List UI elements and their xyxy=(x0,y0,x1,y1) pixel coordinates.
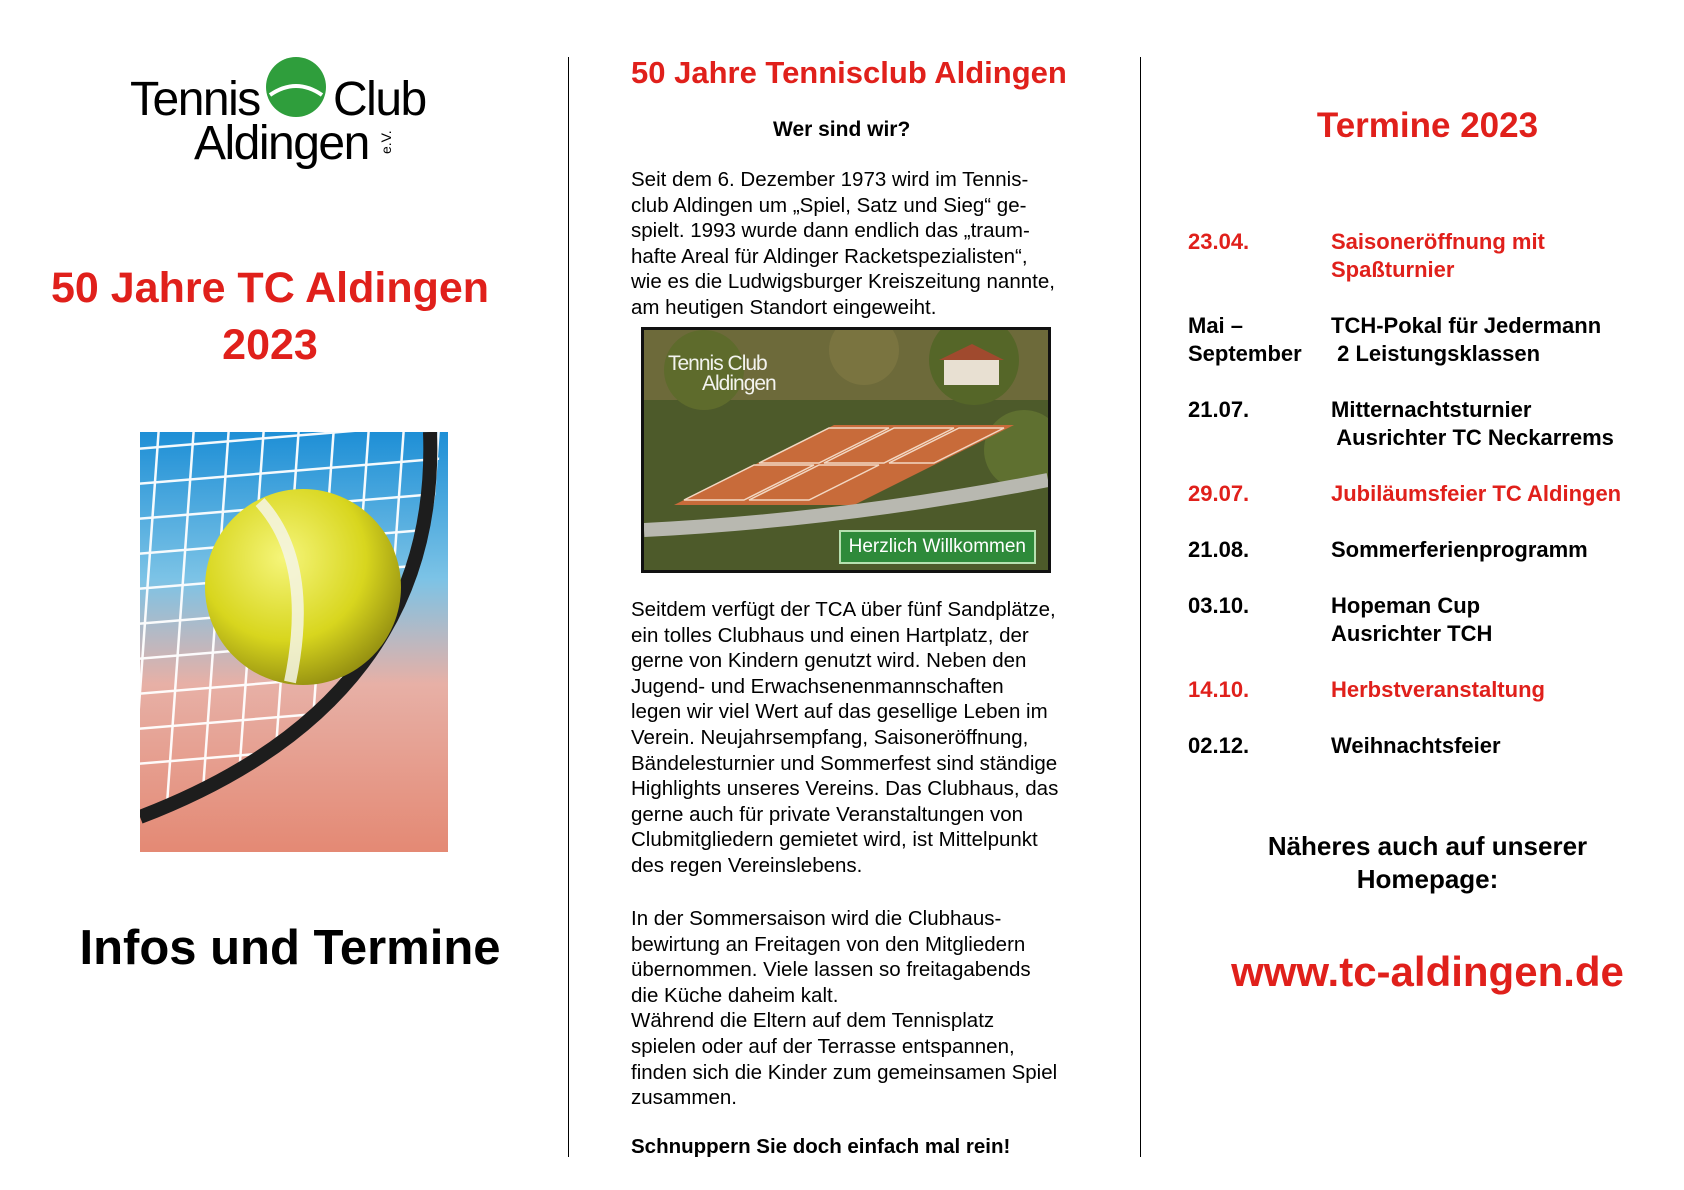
left-title xyxy=(30,260,510,374)
logo-word-aldingen: Aldingen xyxy=(194,117,369,170)
text-line: hafte Areal für Aldinger Racketspezialisten“, xyxy=(631,244,1028,268)
middle-subtitle: Wer sind wir? xyxy=(773,118,911,141)
event-desc-line: Ausrichter TC Neckarrems xyxy=(1331,424,1614,450)
text-line: die Küche daheim kalt. xyxy=(631,983,839,1007)
photo-logo-line2: Aldingen xyxy=(702,372,776,395)
intro-paragraph xyxy=(631,167,1101,321)
event-date: 14.10. xyxy=(1188,677,1250,702)
event-date: 23.04. xyxy=(1188,229,1250,254)
left-title-year: 2023 xyxy=(222,321,318,369)
club-aerial-photo xyxy=(641,327,1051,573)
event-desc-line: Hopeman Cup xyxy=(1331,593,1481,618)
text-line: Clubmitgliedern gemietet wird, ist Mittelpunkt xyxy=(631,828,1038,852)
text-line: club Aldingen um „Spiel, Satz und Sieg“ ge- xyxy=(631,193,1027,217)
events-title: Termine 2023 xyxy=(1316,106,1539,145)
text-line: legen wir viel Wert auf das gesellige Leben im xyxy=(631,700,1048,724)
homepage-link[interactable]: www.tc-aldingen.de xyxy=(1231,948,1624,995)
event-description xyxy=(1331,396,1684,451)
text-line: ein tolles Clubhaus und einen Hartplatz, der xyxy=(631,623,1029,647)
welcome-badge: Herzlich Willkommen xyxy=(839,530,1036,564)
text-line: bewirtung an Freitagen von den Mitgliedern xyxy=(631,932,1026,956)
event-date-line: Mai – xyxy=(1188,313,1244,338)
text-line: finden sich die Kinder zum gemeinsamen Spiel xyxy=(631,1060,1058,1084)
column-divider-left xyxy=(568,57,569,1157)
event-description xyxy=(1331,228,1684,283)
text-line: wie es die Ludwigsburger Kreiszeitung nannte, xyxy=(631,270,1055,294)
text-line: Highlights unseres Vereins. Das Clubhaus, das xyxy=(631,777,1059,801)
event-desc-line: TCH-Pokal für Jedermann xyxy=(1331,313,1602,338)
logo-suffix: e.V. xyxy=(378,130,394,154)
text-line: übernommen. Viele lassen so freitagabends xyxy=(631,958,1031,982)
event-description xyxy=(1331,312,1684,367)
club-logo xyxy=(128,50,448,175)
tennis-ball-racket-image xyxy=(140,432,448,852)
event-date: 03.10. xyxy=(1188,593,1250,618)
text-line: Seitdem verfügt der TCA über fünf Sandplätze, xyxy=(631,598,1056,621)
event-date: 21.07. xyxy=(1188,397,1250,422)
logo-word-tennis: Tennis xyxy=(130,73,260,126)
text-line: Verein. Neujahrsempfang, Saisoneröffnung, xyxy=(631,725,1029,749)
event-desc-line: Ausrichter TCH xyxy=(1331,620,1493,646)
summer-paragraph xyxy=(631,906,1101,1111)
event-desc-line: Mitternachtsturnier xyxy=(1331,397,1532,422)
event-description: Sommerferienprogramm xyxy=(1331,537,1588,562)
text-line: spielen oder auf der Terrasse entspannen, xyxy=(631,1034,1015,1058)
text-line: In der Sommersaison wird die Clubhaus- xyxy=(631,907,1002,930)
text-line: spielt. 1993 wurde dann endlich das „traum- xyxy=(631,219,1030,243)
text-line: Jugend- und Erwachsenenmannschaften xyxy=(631,674,1004,698)
logo-word-club: Club xyxy=(333,73,426,126)
homepage-note-line1: Näheres auch auf unserer xyxy=(1267,831,1588,861)
facilities-paragraph xyxy=(631,597,1101,879)
event-desc-line: 2 Leistungsklassen xyxy=(1331,340,1541,366)
event-date: 21.08. xyxy=(1188,537,1250,562)
event-date: 29.07. xyxy=(1188,481,1250,506)
text-line: zusammen. xyxy=(631,1086,737,1110)
event-description xyxy=(1331,592,1684,647)
text-line: Während die Eltern auf dem Tennisplatz xyxy=(631,1009,995,1033)
homepage-note-line2: Homepage: xyxy=(1356,863,1499,894)
event-desc-line: Saisoneröffnung mit xyxy=(1331,229,1545,254)
racket-ball-illustration xyxy=(140,432,448,852)
event-description: Jubiläumsfeier TC Aldingen xyxy=(1331,481,1622,506)
middle-title: 50 Jahre Tennisclub Aldingen xyxy=(631,55,1067,90)
text-line: Bändelesturnier und Sommerfest sind ständige xyxy=(631,751,1058,775)
event-date xyxy=(1188,312,1328,367)
left-footer-title: Infos und Termine xyxy=(79,921,501,975)
homepage-note xyxy=(1140,830,1684,895)
closing-line: Schnuppern Sie doch einfach mal rein! xyxy=(631,1135,1011,1158)
event-date: 02.12. xyxy=(1188,733,1250,758)
event-description: Weihnachtsfeier xyxy=(1331,733,1501,758)
text-line: gerne auch für private Veranstaltungen von xyxy=(631,802,1024,826)
tennis-ball-icon xyxy=(264,55,328,119)
text-line: des regen Vereinslebens. xyxy=(631,853,863,877)
event-description: Herbstveranstaltung xyxy=(1331,677,1545,702)
text-line: Seit dem 6. Dezember 1973 wird im Tennis- xyxy=(631,168,1029,191)
event-desc-line: Spaßturnier xyxy=(1331,256,1455,282)
event-date-line: September xyxy=(1188,340,1302,366)
text-line: am heutigen Standort eingeweiht. xyxy=(631,295,937,319)
text-line: gerne von Kindern genutzt wird. Neben den xyxy=(631,649,1027,673)
photo-logo-line1: Tennis Club xyxy=(668,352,767,375)
left-title-line1: 50 Jahre TC Aldingen xyxy=(50,264,490,312)
